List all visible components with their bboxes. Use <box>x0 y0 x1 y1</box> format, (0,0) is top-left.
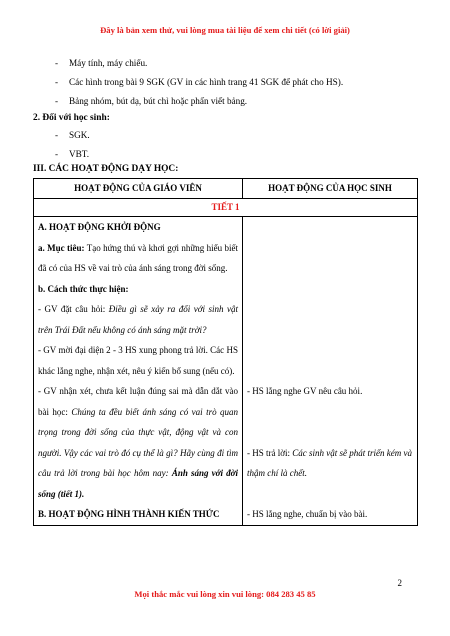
student-response-2 <box>247 443 413 484</box>
bullet-dash: - <box>55 58 59 68</box>
list-item-text: Máy tính, máy chiếu. <box>69 58 148 68</box>
lesson-title: Ánh sáng với đời sống (tiết 1). <box>38 468 238 499</box>
bullet-dash: - <box>55 149 59 159</box>
bullet-dash: - <box>55 96 59 106</box>
step-2: - GV mời đại diện 2 - 3 HS xung phong trả lời. Các HS khác lắng nghe, nhận xét, nêu ý kiến bổ sung (nếu có). <box>38 345 238 376</box>
spacer <box>247 217 413 381</box>
student-materials-heading: 2. Đối với học sinh: <box>33 113 110 123</box>
step-3-text: - GV nhận xét, chưa kết luận đúng sai mà dẫn dắt vào bài học: <box>38 386 238 417</box>
student-response-1: - HS lắng nghe GV nêu câu hỏi. <box>247 386 363 396</box>
bullet-dash: - <box>55 130 59 140</box>
section-a-heading: A. HOẠT ĐỘNG KHỞI ĐỘNG <box>38 222 161 232</box>
list-item-text: SGK. <box>69 130 90 140</box>
student-activity-cell <box>243 217 418 526</box>
list-item-text: VBT. <box>69 149 89 159</box>
section-b-heading: B. HOẠT ĐỘNG HÌNH THÀNH KIẾN THỨC <box>38 509 220 519</box>
tiet-label: TIẾT 1 <box>34 199 418 217</box>
activities-heading: III. CÁC HOẠT ĐỘNG DẠY HỌC: <box>33 164 179 174</box>
teacher-activity-cell <box>34 217 243 526</box>
list-item-text: Các hình trong bài 9 SGK (GV in các hình trang 41 SGK để phát cho HS). <box>69 77 344 87</box>
student-response-2-text: - HS trả lời: <box>247 447 291 458</box>
bullet-dash: - <box>55 77 59 87</box>
table-header-row <box>34 179 418 199</box>
list-item-text: Bảng nhóm, bút dạ, bút chì hoặc phấn viết bảng. <box>69 96 248 106</box>
step-3-intro: Chúng ta đều biết ánh sáng có vai trò quan trọng trong đời sống của thực vật, động vật và con người. Vậy các vai trò đó cụ thể là gì? Hãy cùng đi tìm câu trả lời trong bài học hôm nay: <box>38 406 238 478</box>
lesson-plan-table <box>33 178 418 526</box>
goal-paragraph <box>38 238 238 279</box>
spacer <box>247 402 413 443</box>
step-1 <box>38 299 238 340</box>
contact-footer: Mọi thắc mắc vui lòng xin vui lòng: 084 283 45 85 <box>134 589 316 599</box>
step-1-text: - GV đặt câu hỏi: <box>38 304 106 314</box>
table-row <box>34 217 418 526</box>
page-number: 2 <box>397 578 402 588</box>
preview-banner: Đây là bản xem thử, vui lòng mua tài liệu để xem chi tiết (có lời giải) <box>100 25 350 35</box>
spacer <box>247 484 413 504</box>
step-1-question: Điều gì sẽ xảy ra đối với sinh vật trên Trái Đất nếu không có ánh sáng mặt trời? <box>38 304 239 335</box>
method-heading: b. Cách thức thực hiện: <box>38 283 129 294</box>
teacher-column-header: HOẠT ĐỘNG CỦA GIÁO VIÊN <box>34 179 243 199</box>
student-column-header: HOẠT ĐỘNG CỦA HỌC SINH <box>243 179 418 199</box>
goal-label: a. Mục tiêu: <box>38 242 85 253</box>
step-3 <box>38 381 238 504</box>
tiet-row <box>34 199 418 217</box>
student-response-3: - HS lắng nghe, chuẩn bị vào bài. <box>247 508 368 519</box>
student-response-2-answer: Các sinh vật sẽ phát triển kém và thậm chí là chết. <box>247 447 412 478</box>
goal-text: Tạo hứng thú và khơi gợi những hiểu biết đã có của HS về vai trò của ánh sáng trong đời sống. <box>38 242 238 273</box>
